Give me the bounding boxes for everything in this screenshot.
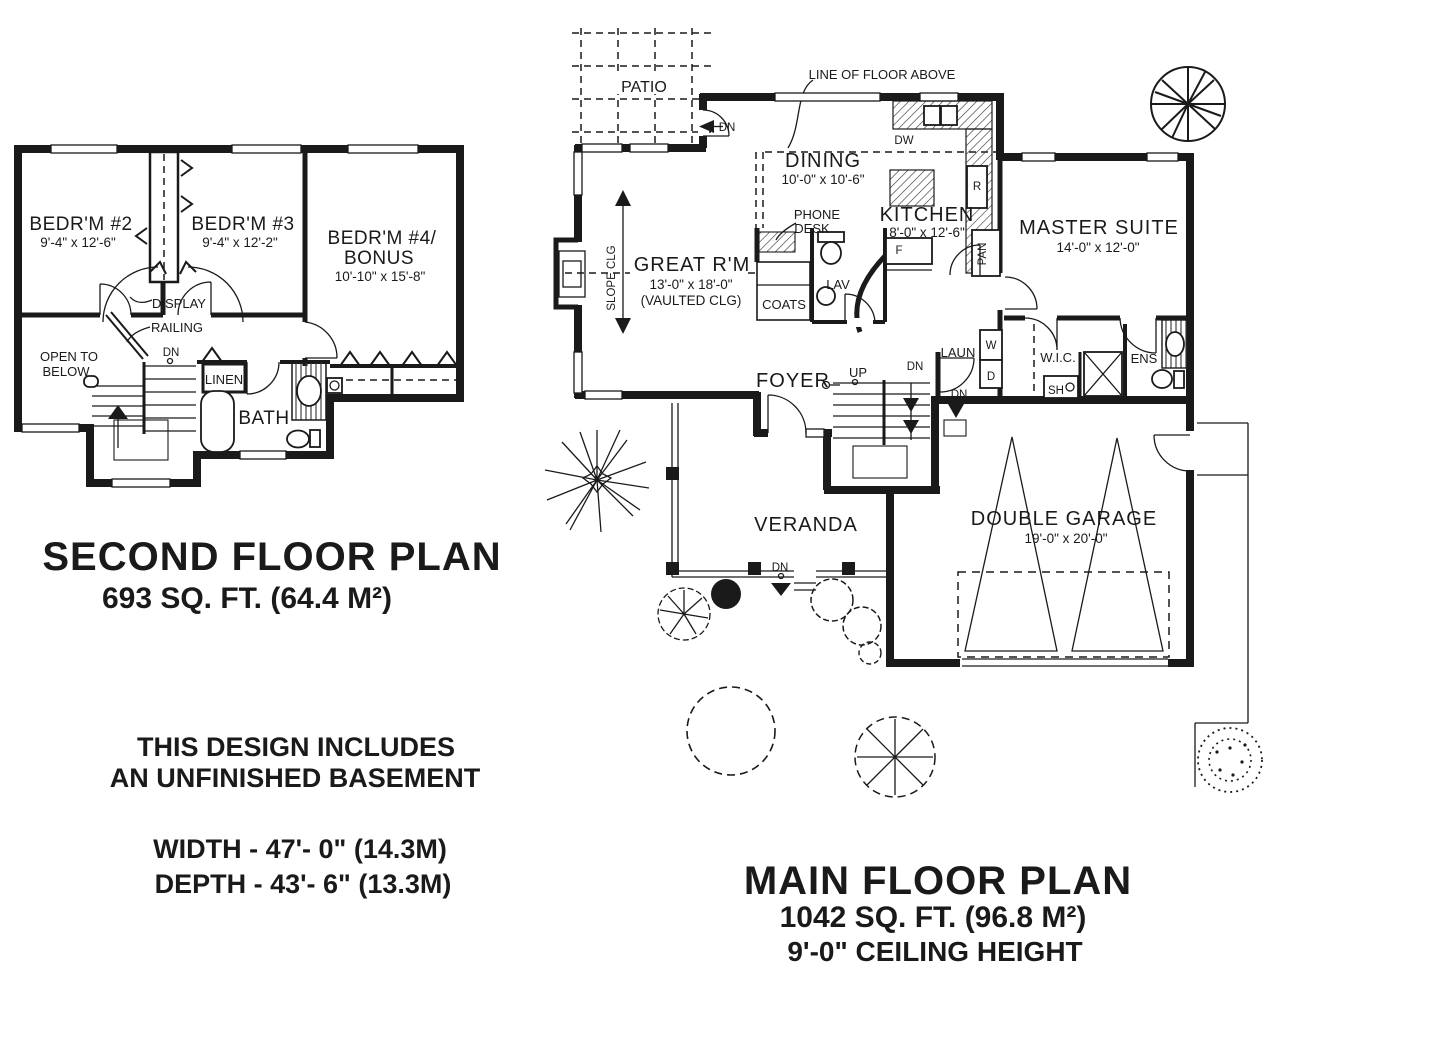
shrub-icon — [1198, 728, 1262, 792]
second-floor-area: 693 SQ. FT. (64.4 M²) — [101, 582, 393, 615]
veranda-post — [666, 562, 679, 575]
sink-icon — [297, 376, 321, 406]
bedroom4-dim: 10'-10" x 15'-8" — [334, 269, 426, 284]
bedroom4-label2: BONUS — [343, 248, 415, 269]
bedroom3-label: BEDR'M #3 — [191, 214, 295, 235]
main-floor-area: 1042 SQ. FT. (96.8 M²) — [779, 901, 1087, 934]
veranda-label: VERANDA — [754, 514, 858, 536]
note-depth: DEPTH - 43'- 6" (13.3M) — [154, 869, 452, 899]
open-to-below-label2: BELOW — [42, 364, 90, 379]
main-floor-plan — [545, 28, 1262, 797]
dn-label: DN — [771, 562, 789, 574]
furnace-box — [886, 238, 932, 264]
door-arc-icon — [1005, 277, 1037, 309]
shower-label: SH — [1048, 385, 1064, 397]
main-floor-ceiling: 9'-0" CEILING HEIGHT — [787, 936, 1083, 967]
bedroom2-label: BEDR'M #2 — [29, 214, 133, 235]
patio-label: PATIO — [621, 79, 667, 96]
wic-label: W.I.C. — [1040, 350, 1076, 365]
ens-label: ENS — [1130, 351, 1158, 366]
great-room-dim: 13'-0" x 18'-0" — [649, 277, 733, 292]
master-suite-dim: 14'-0" x 12'-0" — [1056, 240, 1140, 255]
kitchen-island — [890, 170, 934, 206]
tree-icon — [658, 588, 710, 640]
display-label: DISPLAY — [152, 296, 206, 311]
railing-label: RAILING — [150, 320, 204, 335]
stairwell-outline — [853, 446, 907, 478]
main-floor-title: MAIN FLOOR PLAN — [743, 859, 1133, 903]
tree-icon — [687, 687, 775, 775]
garage-steps — [944, 420, 966, 436]
tree-icon — [1151, 67, 1225, 141]
foyer-label: FOYER — [756, 370, 830, 392]
second-floor-plan — [18, 145, 460, 487]
dn-arrow-icon — [771, 583, 791, 596]
toilet-icon — [1152, 370, 1184, 388]
stair-direction-arrow-icon — [108, 405, 128, 419]
display-leader — [130, 297, 152, 302]
garage-apron-dashed — [958, 572, 1169, 657]
garage-interior — [958, 435, 1190, 657]
leader-line — [788, 80, 813, 148]
site-lines — [1195, 423, 1248, 787]
door-arc-icon — [940, 358, 974, 392]
closet-chevron-icon — [370, 352, 390, 366]
second-floor-title: SECOND FLOOR PLAN — [42, 535, 502, 579]
bush-icon — [711, 579, 881, 664]
sink-icon — [1166, 332, 1184, 356]
open-to-below-label: OPEN TO — [39, 349, 99, 364]
door-arc-icon — [845, 294, 875, 322]
up-label: UP — [848, 365, 868, 380]
bifold-chevron-icon — [136, 228, 147, 244]
slope-arrow-up-icon — [615, 190, 631, 206]
kitchen-sink-icon — [941, 106, 957, 125]
second-floor-walls — [18, 149, 460, 483]
toilet-icon — [287, 430, 320, 448]
veranda-post — [666, 467, 679, 480]
dn-label: DN — [906, 361, 924, 373]
bifold-chevron-icon — [181, 160, 192, 176]
furnace-label: F — [895, 245, 903, 257]
bedroom2-dim: 9'-4" x 12'-6" — [40, 235, 116, 250]
note-line1: THIS DESIGN INCLUDES — [136, 732, 456, 762]
main-stairs — [823, 358, 975, 478]
closet-chevron-icon — [437, 352, 457, 366]
toilet-icon — [818, 232, 844, 264]
linen-label: LINEN — [204, 372, 244, 387]
dn-label: DN — [718, 122, 736, 134]
great-room-note: (VAULTED CLG) — [640, 293, 742, 308]
veranda-post — [842, 562, 855, 575]
dining-label: DINING — [785, 150, 861, 172]
great-room-label: GREAT R'M — [633, 254, 751, 276]
kitchen-dim: 8'-0" x 12'-6" — [889, 225, 965, 240]
dn-arrow-icon — [948, 404, 964, 418]
dw-label: DW — [894, 135, 914, 147]
closet-chevron-icon — [340, 352, 360, 366]
closet-chevron-icon — [202, 348, 222, 362]
dining-dim: 10'-0" x 10'-6" — [781, 172, 865, 187]
bathtub-icon — [201, 391, 234, 452]
phone-label: PHONE — [793, 207, 841, 222]
dn-label: DN — [950, 389, 968, 401]
garage-dim: 19'-0" x 20'-0" — [1024, 531, 1108, 546]
dn-label: DN — [162, 347, 180, 359]
plan-titles — [42, 535, 1132, 967]
fixture-box — [327, 378, 342, 393]
note-width: WIDTH - 47'- 0" (14.3M) — [153, 834, 447, 864]
pantry-label: PAN — [977, 242, 989, 266]
bifold-chevron-icon — [181, 196, 192, 212]
veranda-post — [748, 562, 761, 575]
desk-label: DESK — [794, 221, 830, 236]
laun-label: LAUN — [940, 345, 976, 360]
slope-arrow-down-icon — [615, 318, 631, 334]
master-suite-label: MASTER SUITE — [1019, 217, 1179, 239]
bedroom3-dim: 9'-4" x 12'-2" — [202, 235, 278, 250]
linen-x-box — [1084, 352, 1122, 396]
bedroom4-label: BEDR'M #4/ — [327, 228, 437, 249]
coats-label: COATS — [762, 297, 806, 312]
stairs-icon — [833, 383, 930, 438]
tree-icon — [855, 717, 935, 797]
slope-clg-label: SLOPE CLG — [606, 245, 618, 311]
railing-line — [106, 315, 143, 359]
kitchen-label: KITCHEN — [879, 204, 975, 226]
closet-chevron-icon — [402, 352, 422, 366]
phone-desk — [759, 232, 795, 252]
note-line2: AN UNFINISHED BASEMENT — [109, 763, 481, 793]
line-of-floor-above-label: LINE OF FLOOR ABOVE — [808, 67, 956, 82]
fridge-label: R — [972, 181, 982, 193]
master-area — [1005, 277, 1188, 398]
lav-label: LAV — [826, 277, 850, 292]
tree-icon — [545, 430, 649, 532]
garage-label: DOUBLE GARAGE — [970, 508, 1158, 530]
washer-label: W — [985, 340, 997, 352]
kitchen-sink-icon — [924, 106, 940, 125]
dryer-label: D — [986, 371, 996, 383]
bath-label: BATH — [238, 408, 290, 429]
